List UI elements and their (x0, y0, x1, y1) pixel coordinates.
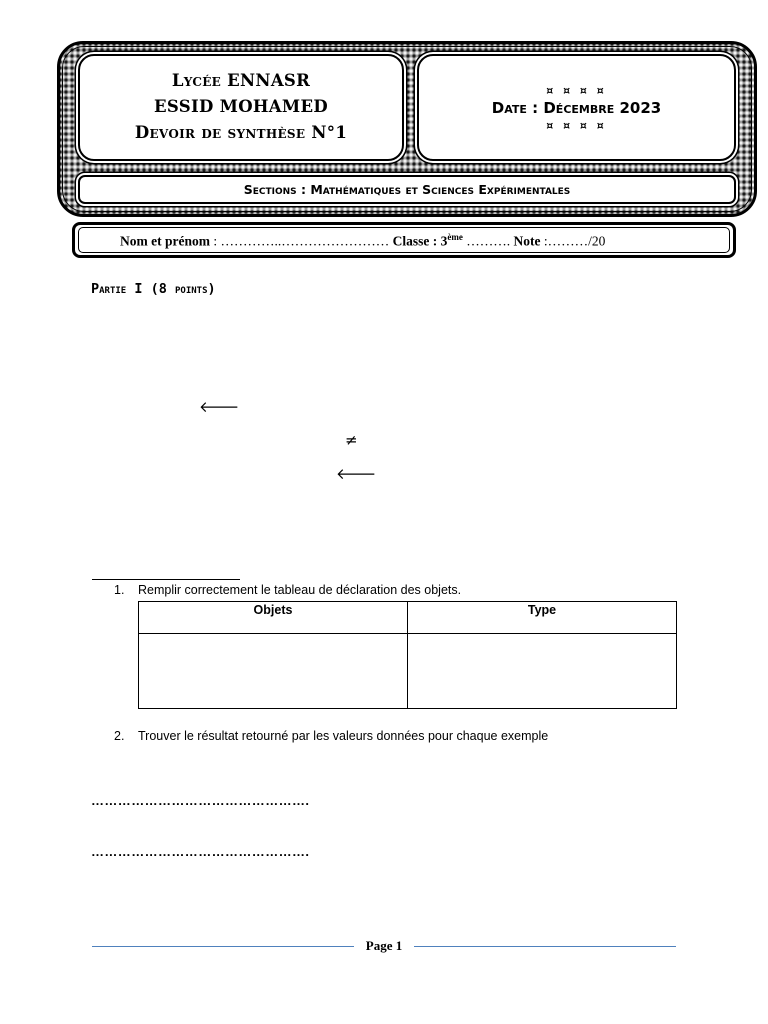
question-2 (114, 729, 548, 743)
declaration-table (138, 601, 677, 709)
section-rule (92, 579, 240, 580)
student-info-line (120, 232, 605, 250)
name-field[interactable]: : …………..…………………… (209, 233, 393, 249)
school-director: ESSID MOHAMED (154, 97, 328, 116)
not-equal-symbol: ≠ (345, 431, 358, 449)
table-row (139, 634, 677, 709)
left-arrow-icon: 🡐 (199, 398, 240, 416)
type-answer-cell[interactable] (408, 634, 677, 709)
column-header-type: Type (408, 602, 677, 634)
class-superscript: ème (447, 232, 463, 242)
question-1 (114, 583, 461, 597)
objets-answer-cell[interactable] (139, 634, 408, 709)
page-number: Page 1 (365, 938, 403, 953)
exam-date: Date : Décembre 2023 (491, 99, 662, 117)
school-info (78, 68, 404, 146)
date-info (417, 82, 736, 134)
name-label: Nom et prénom (120, 233, 210, 249)
school-name: Lycée ENNASR (171, 71, 311, 90)
question-text: Trouver le résultat retourné par les valeurs données pour chaque exemple (138, 729, 549, 743)
class-label: Classe : 3 (392, 233, 448, 249)
left-arrow-icon: 🡐 (336, 465, 377, 483)
column-header-objets: Objets (139, 602, 408, 634)
answer-line-2[interactable]: …………………………………………. (91, 844, 310, 859)
footer-rule-right (414, 946, 676, 947)
note-label: Note (513, 233, 541, 249)
sections-text: Sections : Mathématiques et Sciences Expérimentales (243, 182, 571, 197)
question-number: 2. (114, 729, 125, 743)
class-field[interactable]: ………. (462, 233, 514, 249)
answer-line-1[interactable]: …………………………………………. (91, 793, 310, 808)
question-text: Remplir correctement le tableau de déclaration des objets. (138, 583, 462, 597)
ornament-top: ¤ ¤ ¤ ¤ (546, 84, 607, 97)
part-title: Partie I (8 points) (91, 281, 216, 297)
question-number: 1. (114, 583, 125, 597)
table-header-row (139, 602, 677, 634)
note-field[interactable]: :………/20 (540, 233, 606, 249)
footer-rule-left (92, 946, 354, 947)
ornament-bottom: ¤ ¤ ¤ ¤ (546, 119, 607, 132)
exam-title: Devoir de synthèse N°1 (134, 123, 348, 142)
